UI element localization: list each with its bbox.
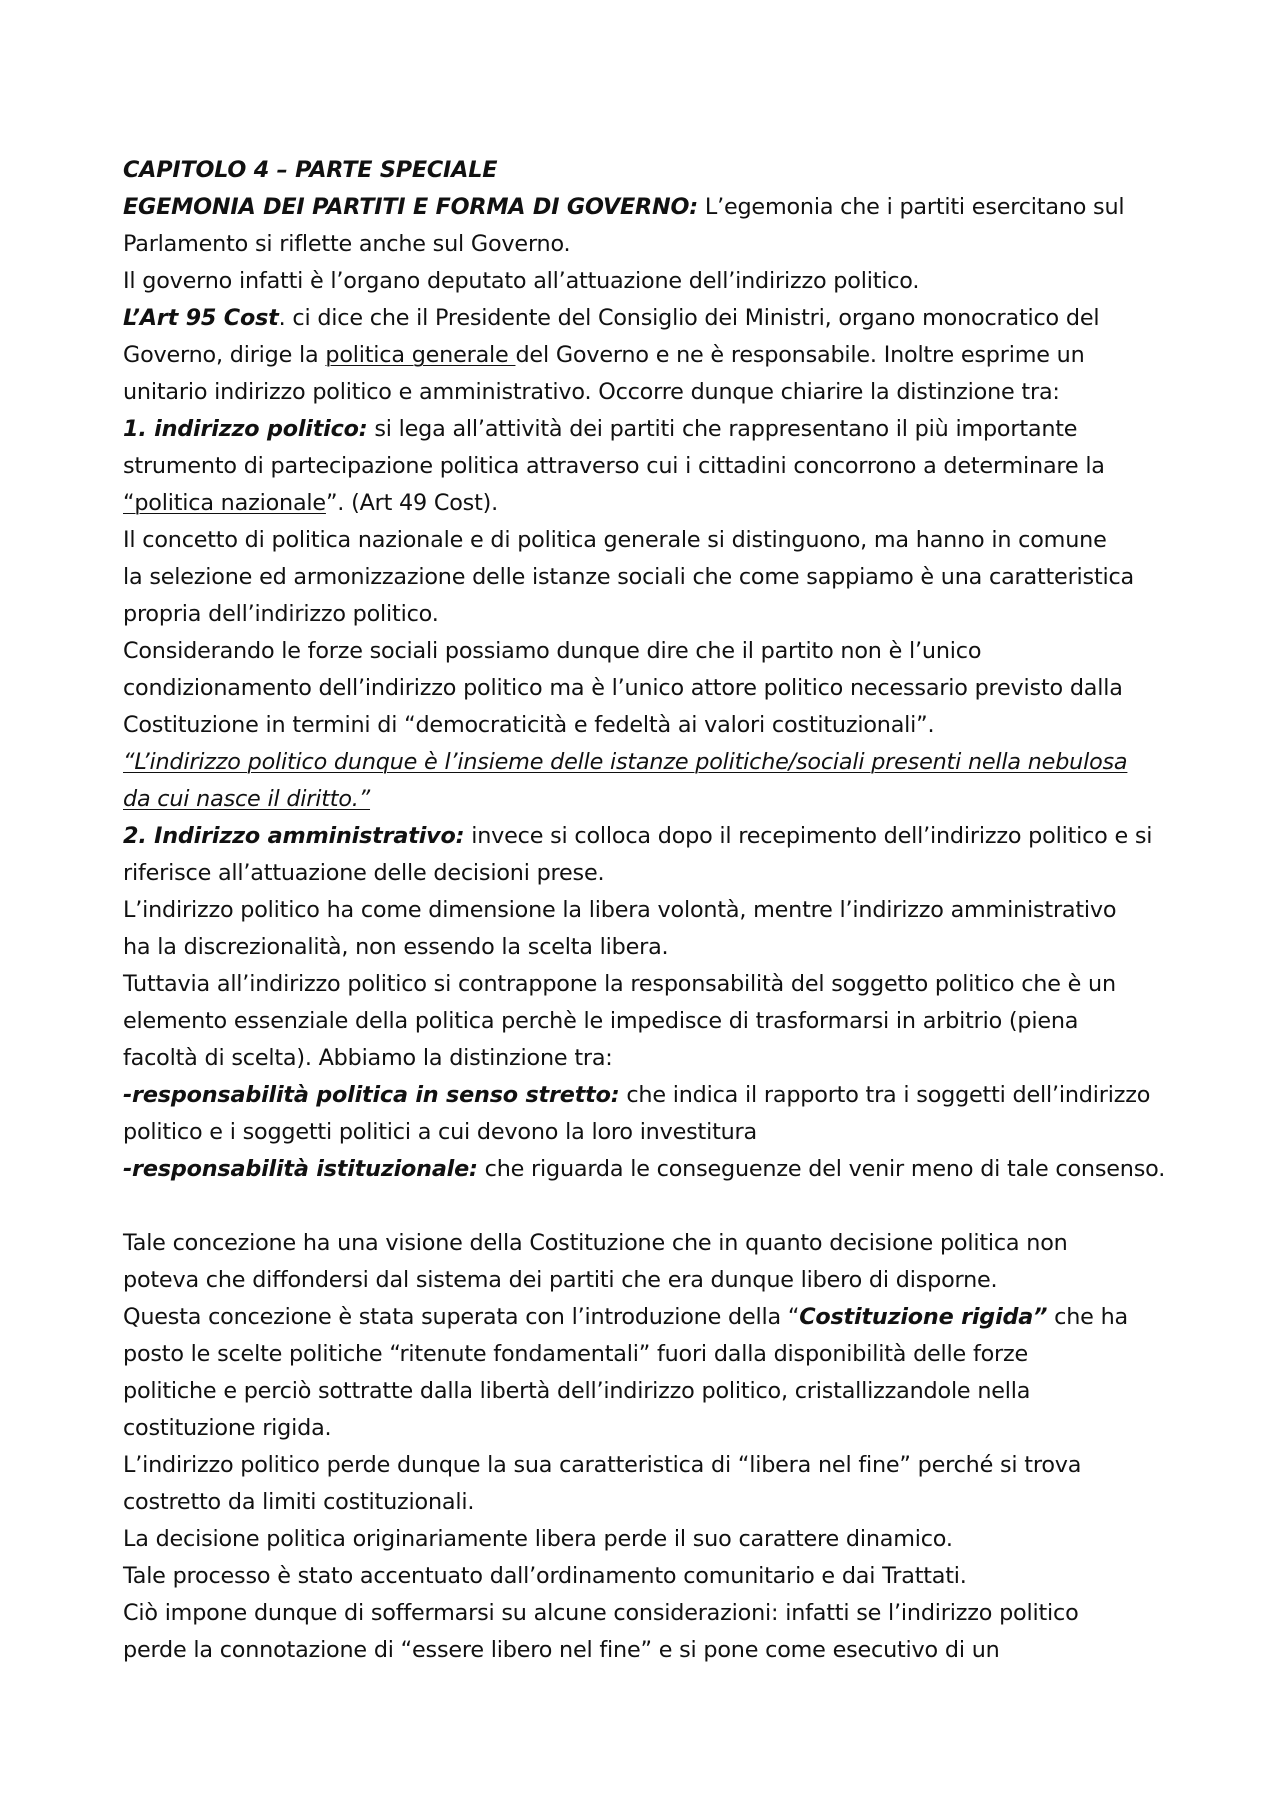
article-reference: L’Art 95 Cost <box>123 305 279 331</box>
text-line: posto le scelte politiche “ritenute fondamentali” fuori dalla disponibilità delle forze <box>123 1341 1029 1367</box>
text-run: che ha <box>1047 1304 1128 1330</box>
list-heading: 1. indirizzo politico: <box>123 416 368 442</box>
text-run: del Governo e ne è responsabile. Inoltre esprime un <box>515 342 1085 368</box>
text-run: ”. (Art 49 Cost). <box>325 490 499 516</box>
paragraph-responsabilita <box>123 966 1183 1077</box>
text-line: L’indirizzo politico perde dunque la sua caratteristica di “libera nel fine” perché si trova <box>123 1452 1082 1478</box>
text-line: perde la connotazione di “essere libero nel fine” e si pone come esecutivo di un <box>123 1637 1000 1663</box>
quote-line: da cui nasce il diritto.” <box>123 786 371 812</box>
text-line: politico e i soggetti politici a cui devono la loro investitura <box>123 1119 757 1145</box>
paragraph-considerazioni <box>123 1595 1183 1669</box>
paragraph-trattati: Tale processo è stato accentuato dall’ordinamento comunitario e dai Trattati. <box>123 1563 967 1589</box>
paragraph-volonta <box>123 892 1183 966</box>
text-line: politiche e perciò sottratte dalla libertà dell’indirizzo politico, cristallizzandole nella <box>123 1378 1031 1404</box>
paragraph-egemonia <box>123 189 1183 263</box>
text-run: Governo, dirige la <box>123 342 326 368</box>
list-heading: -responsabilità istituzionale: <box>123 1156 478 1182</box>
text-line: facoltà di scelta). Abbiamo la distinzione tra: <box>123 1045 613 1071</box>
paragraph-politica-nazionale <box>123 522 1183 633</box>
paragraph-libera-nel-fine <box>123 1447 1183 1521</box>
text-line: Considerando le forze sociali possiamo dunque dire che il partito non è l’unico <box>123 638 982 664</box>
section-heading: EGEMONIA DEI PARTITI E FORMA DI GOVERNO: <box>123 194 698 220</box>
text-run: che indica il rapporto tra i soggetti dell’indirizzo <box>619 1082 1151 1108</box>
document-page <box>123 152 1183 1669</box>
text-line: Tale concezione ha una visione della Costituzione che in quanto decisione politica non <box>123 1230 1068 1256</box>
paragraph-governo: Il governo infatti è l’organo deputato all’attuazione dell’indirizzo politico. <box>123 268 920 294</box>
underlined-term: politica generale <box>325 342 516 368</box>
list-heading: 2. Indirizzo amministrativo: <box>123 823 465 849</box>
chapter-title: CAPITOLO 4 – PARTE SPECIALE <box>123 157 498 183</box>
list-heading: -responsabilità politica in senso stretto: <box>123 1082 620 1108</box>
text-run: . ci dice che il Presidente del Consiglio dei Ministri, organo monocratico del <box>278 305 1100 331</box>
paragraph-art-95 <box>123 300 1183 411</box>
text-line: costretto da limiti costituzionali. <box>123 1489 475 1515</box>
text-line: Tuttavia all’indirizzo politico si contrappone la responsabilità del soggetto politico che è un <box>123 971 1116 997</box>
blank-line <box>123 1188 1183 1225</box>
text-line: Costituzione in termini di “democraticità e fedeltà ai valori costituzionali”. <box>123 712 935 738</box>
text-line: unitario indirizzo politico e amministrativo. Occorre dunque chiarire la distinzione tra: <box>123 379 1060 405</box>
underlined-term: “politica nazionale <box>123 490 326 516</box>
text-line: elemento essenziale della politica perchè le impedisce di trasformarsi in arbitrio (piena <box>123 1008 1079 1034</box>
paragraph-indirizzo-politico <box>123 411 1183 522</box>
text-run: invece si colloca dopo il recepimento dell’indirizzo politico e si <box>464 823 1153 849</box>
text-run: che riguarda le conseguenze del venir meno di tale consenso. <box>477 1156 1166 1182</box>
text-line: la selezione ed armonizzazione delle istanze sociali che come sappiamo è una caratteristica <box>123 564 1135 590</box>
text-line: propria dell’indirizzo politico. <box>123 601 439 627</box>
text-line: costituzione rigida. <box>123 1415 332 1441</box>
text-run: Questa concezione è stata superata con l’introduzione della “ <box>123 1304 800 1330</box>
text-line: Ciò impone dunque di soffermarsi su alcune considerazioni: infatti se l’indirizzo politico <box>123 1600 1079 1626</box>
text-line: Parlamento si riflette anche sul Governo. <box>123 231 571 257</box>
quote-line: “L’indirizzo politico dunque è l’insieme delle istanze politiche/sociali presenti nella nebulosa <box>123 749 1128 775</box>
text-line: condizionamento dell’indirizzo politico ma è l’unico attore politico necessario previsto dalla <box>123 675 1123 701</box>
text-line: ha la discrezionalità, non essendo la scelta libera. <box>123 934 669 960</box>
paragraph-indirizzo-amministrativo <box>123 818 1183 892</box>
text-line: L’indirizzo politico ha come dimensione la libera volontà, mentre l’indirizzo amministrativo <box>123 897 1117 923</box>
paragraph-decisione: La decisione politica originariamente libera perde il suo carattere dinamico. <box>123 1526 953 1552</box>
text-run: L’egemonia che i partiti esercitano sul <box>697 194 1125 220</box>
quote-block <box>123 744 1183 818</box>
text-run: si lega all’attività dei partiti che rappresentano il più importante <box>367 416 1078 442</box>
paragraph-forze-sociali <box>123 633 1183 744</box>
paragraph-costituzione-rigida <box>123 1299 1183 1447</box>
text-line: strumento di partecipazione politica attraverso cui i cittadini concorrono a determinare la <box>123 453 1105 479</box>
paragraph-responsabilita-istituzionale <box>123 1151 1183 1188</box>
emphasis-term: Costituzione rigida” <box>799 1304 1048 1330</box>
paragraph-concezione <box>123 1225 1183 1299</box>
paragraph-responsabilita-politica <box>123 1077 1183 1151</box>
text-line: poteva che diffondersi dal sistema dei partiti che era dunque libero di disporne. <box>123 1267 998 1293</box>
text-line: Il concetto di politica nazionale e di politica generale si distinguono, ma hanno in comune <box>123 527 1107 553</box>
text-line: riferisce all’attuazione delle decisioni prese. <box>123 860 605 886</box>
